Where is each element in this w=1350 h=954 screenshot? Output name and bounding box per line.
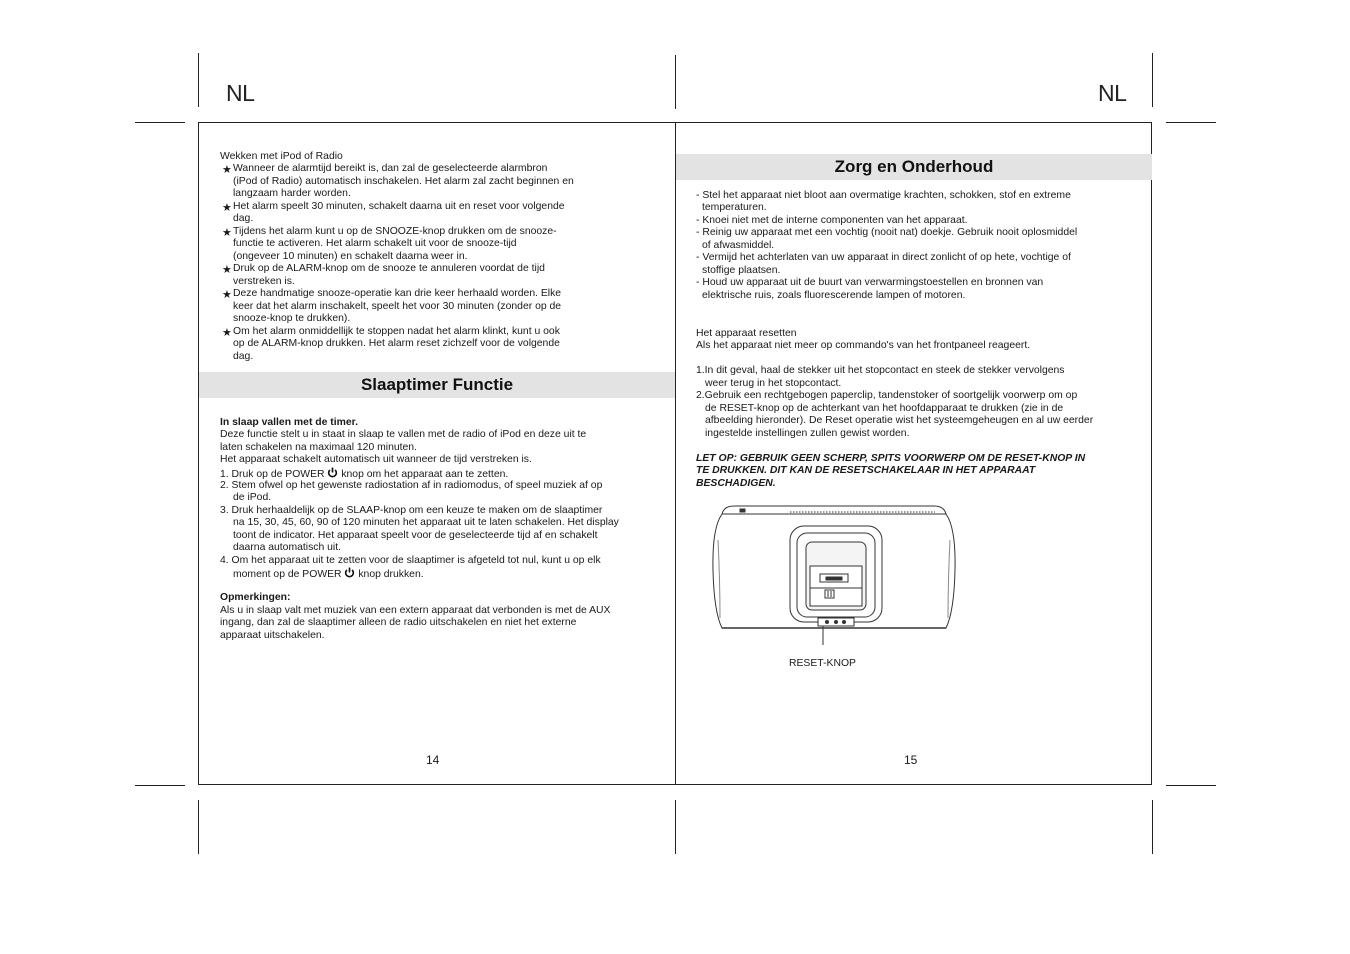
step-4: 4. Om het apparaat uit te zetten voor de slaaptimer is afgeteld tot nul, kunt u op elk (220, 555, 601, 566)
step-text: 1. Druk op de POWER (220, 469, 325, 480)
crop-mark (135, 785, 185, 786)
list-item: Tijdens het alarm kunt u op de SNOOZE-knop drukken om de snooze- (233, 226, 557, 237)
step-2: 2. Stem ofwel op het gewenste radiostation af in radiomodus, of speel muziek af op (220, 480, 603, 491)
list-item: Deze handmatige snooze-operatie kan drie keer herhaald worden. Elke (233, 288, 562, 299)
care-line: - Reinig uw apparaat met een vochtig (nooit nat) doekje. Gebruik nooit oplosmiddel (696, 227, 1078, 238)
paragraph-line: Het apparaat schakelt automatisch uit wanneer de tijd verstreken is. (220, 454, 532, 465)
care-line: - Vermijd het achterlaten van uw apparaat in direct zonlicht of op hete, vochtige of (696, 252, 1071, 263)
crop-mark (135, 122, 185, 123)
step-text: moment op de POWER (233, 569, 342, 580)
reset-step: de RESET-knop op de achterkant van het hoofdapparaat te drukken (zie in de (705, 403, 1064, 414)
warning-line: BESCHADIGEN. (696, 478, 776, 489)
crop-mark (675, 800, 676, 854)
notes-heading: Opmerkingen: (220, 592, 291, 603)
list-item: (ongeveer 10 minuten) en schakelt daarna weer in. (233, 251, 468, 262)
step-3: toont de indicator. Het apparaat speelt voor de geselecteerde tijd af en schakelt (233, 530, 598, 541)
crop-mark (198, 800, 199, 854)
step-4 (233, 567, 424, 582)
reset-intro: Als het apparaat niet meer op commando's van het frontpaneel reageert. (696, 340, 1031, 351)
list-item: dag. (233, 213, 254, 224)
list-item: Het alarm speelt 30 minuten, schakelt daarna uit en reset voor volgende (233, 201, 565, 212)
star-bullet-icon: ★ (222, 202, 232, 214)
star-bullet-icon: ★ (222, 227, 232, 239)
section-title-zorg: Zorg en Onderhoud (676, 154, 1152, 180)
care-line: - Stel het apparaat niet bloot aan overmatige krachten, schokken, stof en extreme (696, 190, 1071, 201)
care-line: - Houd uw apparaat uit de buurt van verwarmingstoestellen en bronnen van (696, 277, 1044, 288)
step-3: 3. Druk herhaaldelijk op de SLAAP-knop om een keuze te maken om de slaaptimer (220, 505, 603, 516)
list-item: langzaam harder worden. (233, 188, 351, 199)
care-line: of afwasmiddel. (702, 240, 775, 251)
notes-line: ingang, dan zal de slaaptimer alleen de radio uitschakelen en niet het externe (220, 617, 577, 628)
step-3: daarna automatisch uit. (233, 542, 342, 553)
crop-mark (675, 55, 676, 109)
star-bullet-icon: ★ (222, 327, 232, 339)
list-item: Wanneer de alarmtijd bereikt is, dan zal de geselecteerde alarmbron (233, 163, 548, 174)
section-title-slaaptimer: Slaaptimer Functie (199, 372, 675, 398)
intro-heading: Wekken met iPod of Radio (220, 151, 343, 162)
page-number-right: 15 (904, 753, 918, 767)
care-line: - Knoei niet met de interne componenten van het apparaat. (696, 215, 968, 226)
power-icon (344, 567, 355, 578)
notes-line: apparaat uitschakelen. (220, 630, 325, 641)
reset-step: afbeelding hieronder). De Reset operatie wist het systeemgeheugen en al uw eerder (705, 415, 1094, 426)
step-text: knop om het apparaat aan te zetten. (341, 469, 509, 480)
care-line: stoffige plaatsen. (702, 265, 781, 276)
list-item: Druk op de ALARM-knop om de snooze te annuleren voordat de tijd (233, 263, 545, 274)
device-illustration (710, 500, 960, 645)
reset-heading: Het apparaat resetten (696, 328, 797, 339)
language-label-right: NL (1098, 80, 1127, 106)
list-item: verstreken is. (233, 276, 295, 287)
language-label-left: NL (226, 80, 255, 106)
star-bullet-icon: ★ (222, 264, 232, 276)
paragraph-line: laten schakelen na maximaal 120 minuten. (220, 442, 417, 453)
list-item: Om het alarm onmiddellijk te stoppen nadat het alarm klinkt, kunt u ook (233, 326, 560, 337)
list-item: op de ALARM-knop drukken. Het alarm reset zichzelf voor de volgende (233, 338, 560, 349)
list-item: (iPod of Radio) automatisch inschakelen. Het alarm zal zacht beginnen en (233, 176, 574, 187)
step-text: knop drukken. (358, 569, 424, 580)
list-item: snooze-knop te drukken). (233, 313, 351, 324)
reset-step: 2.Gebruik een rechtgebogen paperclip, tandenstoker of soortgelijk voorwerp om op (696, 390, 1078, 401)
reset-step: weer terug in het stopcontact. (705, 378, 842, 389)
step-2: de iPod. (233, 492, 272, 503)
step-3: na 15, 30, 45, 60, 90 of 120 minuten het apparaat uit te laten schakelen. Het display (233, 517, 619, 528)
star-bullet-icon: ★ (222, 164, 232, 176)
sub-heading: In slaap vallen met de timer. (220, 417, 359, 428)
crop-mark (1152, 800, 1153, 854)
list-item: dag. (233, 351, 254, 362)
warning-line: LET OP: GEBRUIK GEEN SCHERP, SPITS VOORWERP OM DE RESET-KNOP IN (696, 453, 1086, 464)
warning-line: TE DRUKKEN. DIT KAN DE RESETSCHAKELAAR IN HET APPARAAT (696, 465, 1036, 476)
paragraph-line: Deze functie stelt u in staat in slaap te vallen met de radio of iPod en deze uit te (220, 429, 587, 440)
power-icon (327, 467, 338, 478)
care-line: elektrische ruis, zoals fluorescerende lampen of motoren. (702, 290, 966, 301)
crop-mark (198, 53, 199, 107)
reset-step: ingestelde instellingen zullen gewist worden. (705, 428, 910, 439)
page-divider (675, 122, 676, 785)
list-item: keer dat het alarm inschakelt, speelt het voor 30 minuten (zonder op de (233, 301, 562, 312)
crop-mark (1152, 53, 1153, 107)
care-line: temperaturen. (702, 202, 767, 213)
figure-label-reset: RESET-KNOP (789, 658, 856, 669)
notes-line: Als u in slaap valt met muziek van een extern apparaat dat verbonden is met de AUX (220, 605, 611, 616)
page-number-left: 14 (426, 753, 440, 767)
star-bullet-icon: ★ (222, 289, 232, 301)
crop-mark (1166, 785, 1216, 786)
reset-step: 1.In dit geval, haal de stekker uit het stopcontact en steek de stekker vervolgens (696, 365, 1065, 376)
list-item: functie te activeren. Het alarm schakelt uit voor de snooze-tijd (233, 238, 517, 249)
crop-mark (1166, 122, 1216, 123)
